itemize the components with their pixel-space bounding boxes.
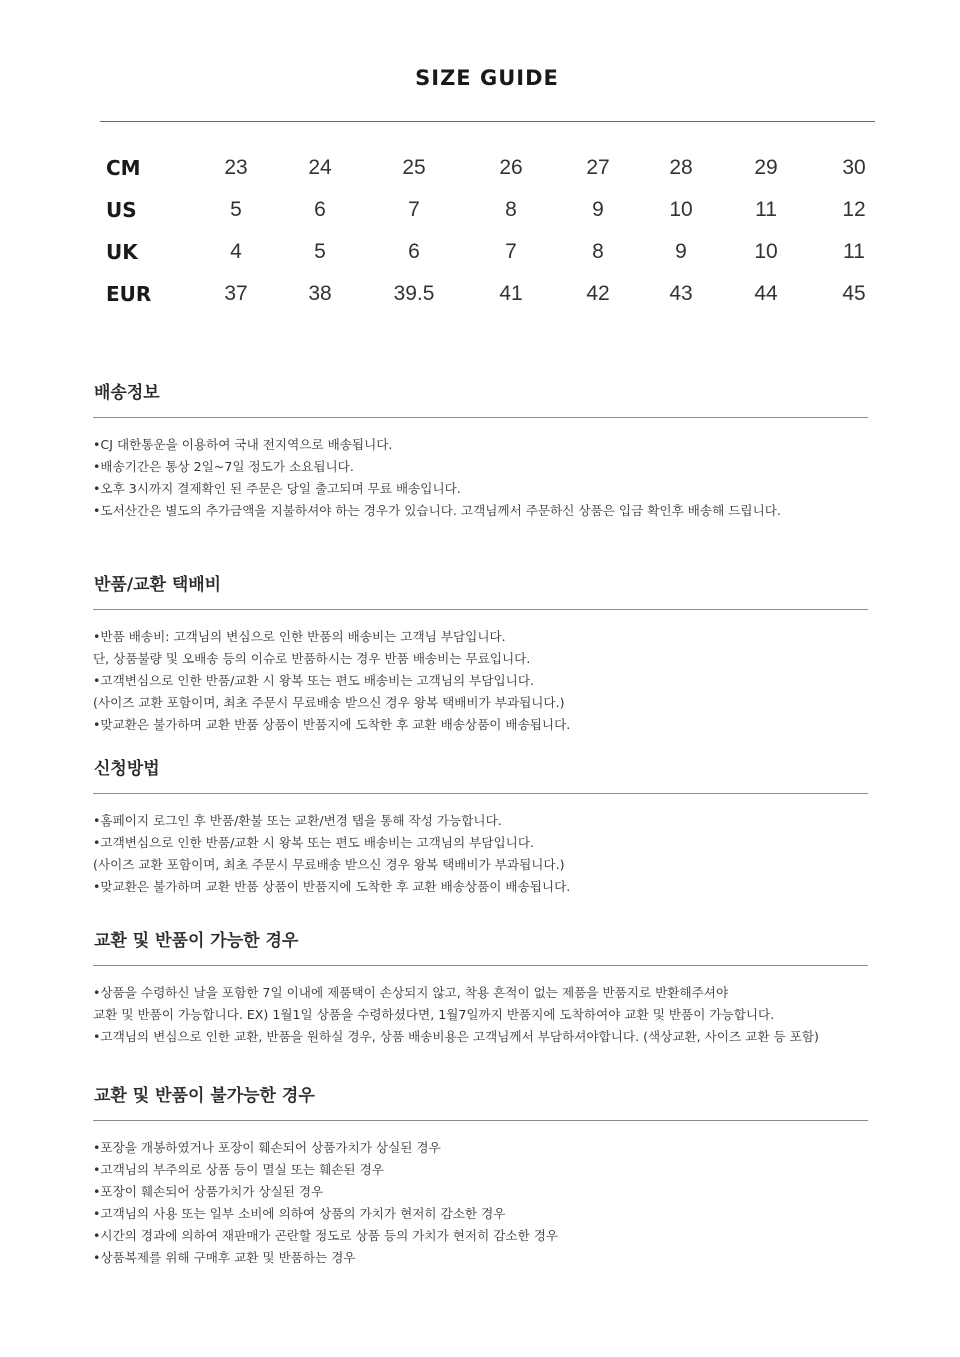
info-line: •시간의 경과에 의하여 재판매가 곤란할 정도로 상품 등의 가치가 현저히 감소한 경우: [93, 1228, 559, 1243]
size-row-label: EUR: [106, 282, 152, 306]
section-heading: 교환 및 반품이 불가능한 경우: [94, 1086, 315, 1106]
section-heading: 교환 및 반품이 가능한 경우: [94, 931, 299, 951]
section-exchange-impossible: [93, 1085, 868, 1269]
section-shipping-info: [93, 382, 868, 522]
section-divider: [93, 417, 868, 418]
info-line: (사이즈 교환 포함이며, 최초 주문시 무료배송 받으신 경우 왕복 택배비가 부과됩니다.): [93, 857, 565, 872]
section-divider: [93, 1120, 868, 1121]
size-cell: 44: [754, 282, 778, 305]
size-cell: 24: [308, 156, 332, 179]
info-line: •맞교환은 불가하며 교환 반품 상품이 반품지에 도착한 후 교환 배송상품이 배송됩니다.: [93, 879, 571, 894]
section-divider: [93, 793, 868, 794]
size-row-label: US: [106, 198, 137, 222]
size-cell: 39.5: [393, 282, 435, 305]
size-cell: 8: [505, 198, 517, 221]
size-cell: 42: [586, 282, 610, 305]
size-cell: 25: [402, 156, 426, 179]
section-heading: 신청방법: [94, 759, 160, 779]
size-cell: 11: [755, 198, 777, 221]
size-cell: 38: [308, 282, 332, 305]
size-cell: 7: [505, 240, 517, 263]
size-cell: 6: [314, 198, 326, 221]
size-cell: 26: [499, 156, 523, 179]
size-cell: 11: [843, 240, 865, 263]
size-cell: 4: [230, 240, 242, 263]
size-cell: 28: [669, 156, 693, 179]
size-row-label: UK: [106, 240, 138, 264]
section-lines: [93, 626, 868, 736]
section-lines: [93, 810, 868, 898]
info-line: •고객님의 변심으로 인한 교환, 반품을 원하실 경우, 상품 배송비용은 고객님께서 부담하셔야합니다. (색상교환, 사이즈 교환 등 포함): [93, 1029, 819, 1044]
size-cell: 7: [408, 198, 420, 221]
info-line: •고객변심으로 인한 반품/교환 시 왕복 또는 편도 배송비는 고객님의 부담입니다.: [93, 835, 535, 850]
info-line: 단, 상품불량 및 오배송 등의 이슈로 반품하시는 경우 반품 배송비는 무료입니다.: [93, 651, 531, 666]
section-request-method: [93, 758, 868, 898]
info-line: •CJ 대한통운을 이용하여 국내 전지역으로 배송됩니다.: [93, 437, 393, 452]
section-divider: [93, 609, 868, 610]
info-line: 교환 및 반품이 가능합니다. EX) 1월1일 상품을 수령하셨다면, 1월7일까지 반품지에 도착하여야 교환 및 반품이 가능합니다.: [93, 1007, 775, 1022]
size-cell: 8: [592, 240, 604, 263]
size-cell: 23: [224, 156, 248, 179]
size-cell: 5: [230, 198, 242, 221]
size-cell: 41: [499, 282, 523, 305]
info-line: •고객님의 부주의로 상품 등이 멸실 또는 훼손된 경우: [93, 1162, 384, 1177]
size-cell: 12: [842, 198, 866, 221]
section-exchange-possible: [93, 930, 868, 1048]
size-cell: 6: [408, 240, 420, 263]
info-line: •고객변심으로 인한 반품/교환 시 왕복 또는 편도 배송비는 고객님의 부담입니다.: [93, 673, 535, 688]
title-divider: [100, 121, 875, 122]
info-line: •고객님의 사용 또는 일부 소비에 의하여 상품의 가치가 현저히 감소한 경우: [93, 1206, 506, 1221]
info-line: •반품 배송비: 고객님의 변심으로 인한 반품의 배송비는 고객님 부담입니다.: [93, 629, 506, 644]
size-cell: 10: [754, 240, 778, 263]
info-line: •홈페이지 로그인 후 반품/환불 또는 교환/변경 탭을 통해 작성 가능합니다.: [93, 813, 502, 828]
size-cell: 27: [586, 156, 610, 179]
size-cell: 45: [842, 282, 866, 305]
section-lines: [93, 1137, 868, 1269]
info-line: •배송기간은 통상 2일~7일 정도가 소요됩니다.: [93, 459, 354, 474]
size-cell: 30: [842, 156, 866, 179]
size-row-label: CM: [106, 156, 141, 180]
info-line: •도서산간은 별도의 추가금액을 지불하셔야 하는 경우가 있습니다. 고객님께서 주문하신 상품은 입금 확인후 배송해 드립니다.: [93, 503, 781, 518]
size-row-cm: [100, 147, 900, 189]
size-cell: 9: [592, 198, 604, 221]
size-row-us: [100, 189, 900, 231]
section-heading: 배송정보: [94, 383, 160, 403]
size-table: [100, 147, 900, 315]
info-line: •오후 3시까지 결제확인 된 주문은 당일 출고되며 무료 배송입니다.: [93, 481, 461, 496]
size-cell: 29: [754, 156, 778, 179]
section-divider: [93, 965, 868, 966]
page-title: SIZE GUIDE: [415, 66, 559, 90]
size-cell: 10: [669, 198, 693, 221]
info-line: (사이즈 교환 포함이며, 최초 주문시 무료배송 받으신 경우 왕복 택배비가 부과됩니다.): [93, 695, 565, 710]
section-heading: 반품/교환 택배비: [94, 575, 222, 595]
info-line: •상품을 수령하신 날을 포함한 7일 이내에 제품택이 손상되지 않고, 착용 흔적이 없는 제품을 반품지로 반환해주셔야: [93, 985, 729, 1000]
info-line: •상품복제를 위해 구매후 교환 및 반품하는 경우: [93, 1250, 356, 1265]
section-return-shipping-fee: [93, 574, 868, 736]
size-row-eur: [100, 273, 900, 315]
info-line: •포장을 개봉하였거나 포장이 훼손되어 상품가치가 상실된 경우: [93, 1140, 441, 1155]
size-cell: 37: [224, 282, 248, 305]
info-line: •맞교환은 불가하며 교환 반품 상품이 반품지에 도착한 후 교환 배송상품이 배송됩니다.: [93, 717, 571, 732]
info-line: •포장이 훼손되어 상품가치가 상실된 경우: [93, 1184, 324, 1199]
size-cell: 9: [675, 240, 687, 263]
size-cell: 5: [314, 240, 326, 263]
section-lines: [93, 982, 868, 1048]
size-row-uk: [100, 231, 900, 273]
section-lines: [93, 434, 868, 522]
size-cell: 43: [669, 282, 693, 305]
